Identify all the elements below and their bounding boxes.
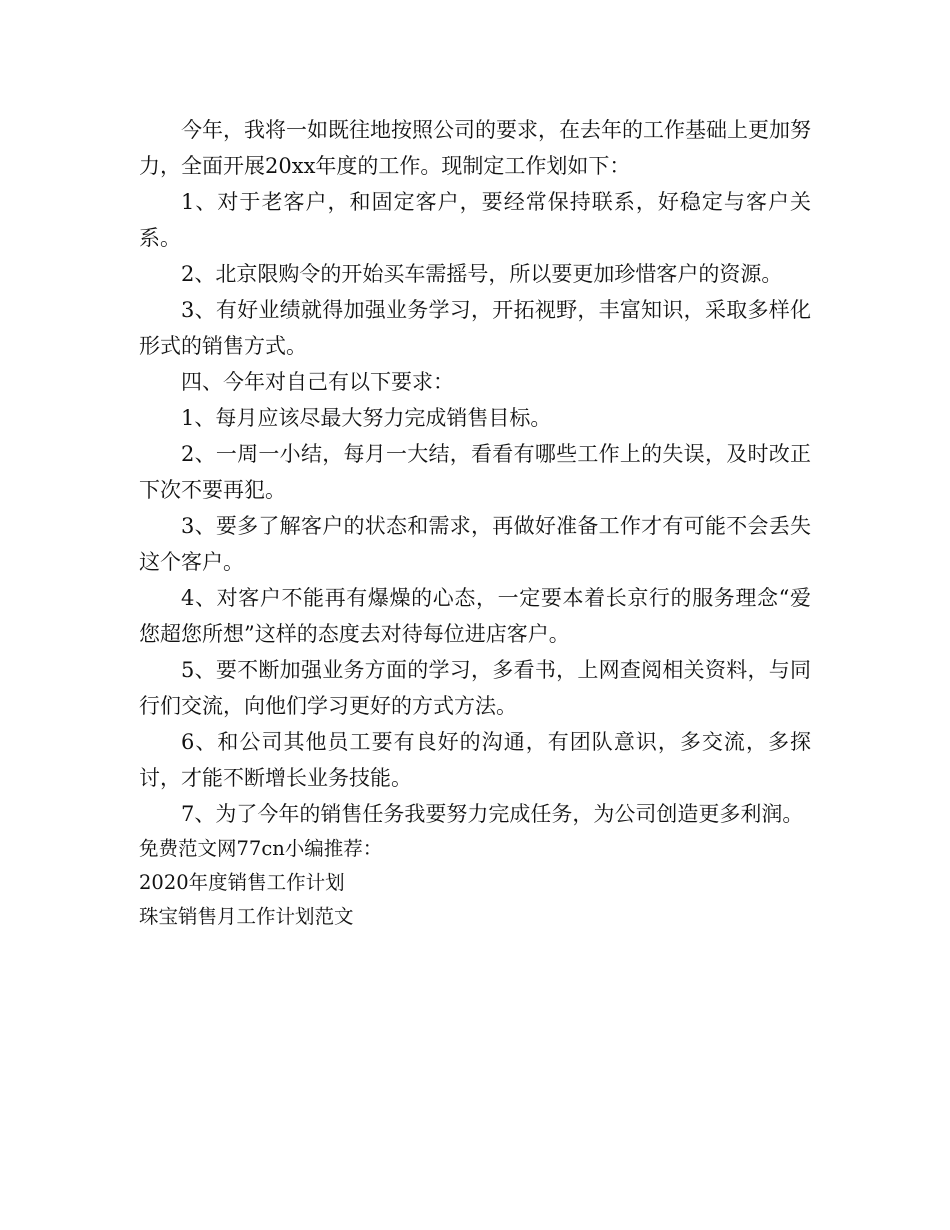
paragraph-requirement-4: 4、对客户不能再有爆燥的心态，一定要本着长京行的服务理念“爱您超您所想”这样的态度去对待每位进店客户。 [139,586,811,646]
paragraph-item-2: 2、北京限购令的开始买车需摇号，所以要更加珍惜客户的资源。 [181,262,783,286]
recommend-link-2: 珠宝销售月工作计划范文 [139,905,354,928]
document-body [139,112,811,934]
paragraph-requirement-2: 2、一周一小结，每月一大结，看看有哪些工作上的失误，及时改正下次不要再犯。 [139,442,811,502]
paragraph-section-heading: 四、今年对自己有以下要求： [181,370,454,394]
paragraph-item-3: 3、有好业绩就得加强业务学习，开拓视野，丰富知识，采取多样化形式的销售方式。 [139,298,811,358]
paragraph-requirement-5: 5、要不断加强业务方面的学习，多看书，上网查阅相关资料，与同行们交流，向他们学习更好的方式方法。 [139,658,811,718]
paragraph-requirement-3: 3、要多了解客户的状态和需求，再做好准备工作才有可能不会丢失这个客户。 [139,514,811,574]
paragraph-requirement-6: 6、和公司其他员工要有良好的沟通，有团队意识，多交流，多探讨，才能不断增长业务技能。 [139,730,811,790]
recommend-heading: 免费范文网77cn小编推荐： [139,837,383,860]
paragraph-requirement-7: 7、为了今年的销售任务我要努力完成任务，为公司创造更多利润。 [181,802,804,826]
paragraph-item-1: 1、对于老客户，和固定客户，要经常保持联系，好稳定与客户关系。 [139,190,811,250]
recommend-link-1: 2020年度销售工作计划 [139,871,345,894]
paragraph-requirement-1: 1、每月应该尽最大努力完成销售目标。 [181,406,552,430]
paragraph-intro: 今年，我将一如既往地按照公司的要求，在去年的工作基础上更加努力，全面开展20xx年度的工作。现制定工作划如下： [139,118,811,178]
